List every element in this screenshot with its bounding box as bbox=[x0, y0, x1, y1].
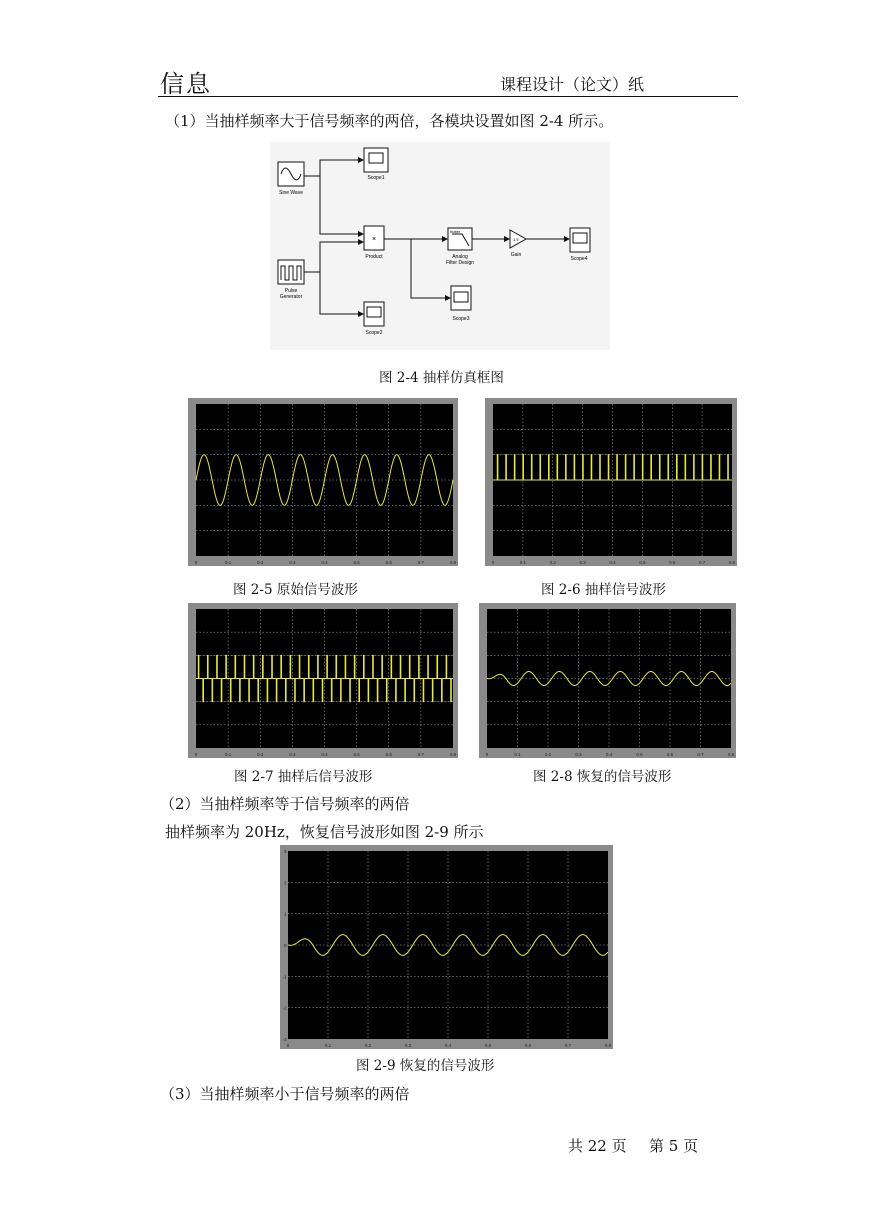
scope-svg bbox=[280, 845, 613, 1049]
x-tick-label: 0.5 bbox=[484, 1043, 492, 1048]
scope4-block bbox=[570, 228, 590, 262]
x-tick-label: 0.7 bbox=[698, 560, 706, 565]
caption-fig2-9: 图 2-9 恢复的信号波形 bbox=[356, 1058, 495, 1074]
x-tick-label: 0.5 bbox=[639, 560, 646, 565]
x-tick-label: 0 bbox=[286, 1043, 290, 1048]
y-tick-label: -3 bbox=[282, 1037, 287, 1042]
svg-text:×: × bbox=[371, 236, 377, 243]
pulse-generator-block bbox=[278, 260, 304, 300]
scope4-label: Scope4 bbox=[570, 256, 588, 262]
x-tick-label: 0.5 bbox=[636, 752, 643, 757]
x-tick-label: 0.7 bbox=[697, 752, 704, 757]
x-tick-label: 0.6 bbox=[385, 560, 392, 565]
scope-fig2-5 bbox=[188, 398, 458, 566]
x-tick-label: 0.2 bbox=[544, 752, 552, 757]
sine-wave-label: Sine Wave bbox=[279, 190, 303, 196]
x-tick-label: 0.5 bbox=[353, 752, 360, 757]
x-tick-label: 0.6 bbox=[385, 752, 392, 757]
paragraph-2: （2）当抽样频率等于信号频率的两倍 bbox=[160, 795, 410, 813]
caption-fig2-5: 图 2-5 原始信号波形 bbox=[233, 582, 358, 598]
sine-wave-block bbox=[278, 162, 304, 196]
paragraph-3: 抽样频率为 20Hz，恢复信号波形如图 2-9 所示 bbox=[165, 823, 484, 841]
diagram-svg bbox=[270, 142, 610, 350]
x-tick-label: 0.7 bbox=[417, 752, 425, 757]
caption-fig2-4: 图 2-4 抽样仿真框图 bbox=[379, 370, 504, 386]
filter-label-2: Filter Design bbox=[445, 260, 475, 266]
product-block bbox=[364, 226, 384, 260]
x-tick-label: 0.1 bbox=[514, 752, 521, 757]
x-tick-label: 0.4 bbox=[444, 1043, 452, 1048]
x-tick-label: 0.3 bbox=[289, 560, 296, 565]
scope1-block bbox=[364, 148, 388, 181]
caption-fig2-7: 图 2-7 抽样后信号波形 bbox=[234, 769, 373, 785]
diagram-bg bbox=[270, 142, 610, 350]
header-rule bbox=[158, 96, 738, 97]
x-tick-label: 0.7 bbox=[417, 560, 425, 565]
scope-svg bbox=[479, 603, 736, 758]
pulse-label-2: Generator bbox=[279, 294, 303, 300]
x-tick-label: 0.6 bbox=[524, 1043, 532, 1048]
scope1-label: Scope1 bbox=[367, 175, 385, 181]
x-tick-label: 0.8 bbox=[728, 560, 736, 565]
x-tick-label: 0.8 bbox=[449, 560, 457, 565]
y-tick-label: 3 bbox=[283, 849, 287, 854]
filter-inner-label: butter bbox=[450, 229, 461, 234]
gain-label: Gain bbox=[510, 252, 522, 258]
x-tick-label: 0.1 bbox=[224, 560, 232, 565]
analog-filter-block bbox=[446, 228, 474, 266]
x-tick-label: 0.6 bbox=[666, 752, 674, 757]
x-tick-label: 0.4 bbox=[609, 560, 616, 565]
x-tick-label: 0.2 bbox=[549, 560, 556, 565]
header-logo-text: 信息 bbox=[160, 70, 212, 98]
simulink-diagram bbox=[270, 142, 610, 354]
pulse-label-1: Pulse bbox=[284, 288, 298, 294]
caption-fig2-8: 图 2-8 恢复的信号波形 bbox=[533, 769, 672, 785]
scope-fig2-7 bbox=[188, 603, 458, 758]
y-tick-label: -2 bbox=[282, 1005, 287, 1011]
x-tick-label: 0.2 bbox=[257, 560, 264, 565]
header-title: 课程设计（论文）纸 bbox=[500, 75, 645, 94]
product-label: Product bbox=[365, 254, 383, 260]
scope-svg bbox=[485, 398, 737, 566]
y-tick-label: 1 bbox=[283, 911, 287, 917]
filter-label-1: Analog bbox=[452, 254, 468, 260]
gain-inner-label: 1.5 bbox=[513, 237, 519, 242]
scope2-label: Scope2 bbox=[365, 330, 383, 336]
x-tick-label: 0.4 bbox=[321, 752, 328, 757]
footer-total-pages: 共 22 页 bbox=[568, 1137, 627, 1155]
scope-fig2-8 bbox=[479, 603, 736, 758]
x-tick-label: 0.3 bbox=[289, 752, 296, 757]
x-tick-label: 0 bbox=[491, 560, 495, 565]
scope-fig2-6 bbox=[485, 398, 737, 566]
scope3-label: Scope3 bbox=[452, 316, 470, 322]
y-tick-label: 0 bbox=[283, 943, 287, 948]
x-tick-label: 0.2 bbox=[257, 752, 264, 757]
x-tick-label: 0.8 bbox=[449, 752, 457, 757]
x-tick-label: 0 bbox=[194, 752, 198, 757]
x-tick-label: 0.8 bbox=[727, 752, 735, 757]
paragraph-4: （3）当抽样频率小于信号频率的两倍 bbox=[160, 1085, 410, 1103]
x-tick-label: 0.6 bbox=[669, 560, 676, 565]
x-tick-label: 0.4 bbox=[605, 752, 613, 757]
x-tick-label: 0.3 bbox=[575, 752, 582, 757]
x-tick-label: 0.1 bbox=[324, 1043, 332, 1048]
y-tick-label: -1 bbox=[282, 974, 287, 980]
scope-svg bbox=[188, 603, 458, 758]
x-tick-label: 0.3 bbox=[404, 1043, 412, 1048]
caption-fig2-6: 图 2-6 抽样信号波形 bbox=[541, 582, 666, 598]
x-tick-label: 0 bbox=[485, 752, 489, 757]
x-tick-label: 0.8 bbox=[604, 1043, 612, 1048]
x-tick-label: 0.7 bbox=[564, 1043, 572, 1048]
x-tick-label: 0.1 bbox=[224, 752, 232, 757]
scope2-block bbox=[364, 302, 384, 336]
scope3-block bbox=[451, 286, 471, 322]
x-tick-label: 0 bbox=[194, 560, 198, 565]
x-tick-label: 0.1 bbox=[519, 560, 527, 565]
x-tick-label: 0.2 bbox=[364, 1043, 372, 1048]
scope-svg bbox=[188, 398, 458, 566]
y-tick-label: 2 bbox=[283, 880, 287, 886]
footer-page-number: 第 5 页 bbox=[649, 1137, 699, 1155]
paragraph-1: （1）当抽样频率大于信号频率的两倍，各模块设置如图 2-4 所示。 bbox=[165, 112, 614, 130]
scope-fig2-9 bbox=[280, 845, 613, 1049]
x-tick-label: 0.3 bbox=[579, 560, 586, 565]
x-tick-label: 0.4 bbox=[321, 560, 328, 565]
x-tick-label: 0.5 bbox=[353, 560, 360, 565]
